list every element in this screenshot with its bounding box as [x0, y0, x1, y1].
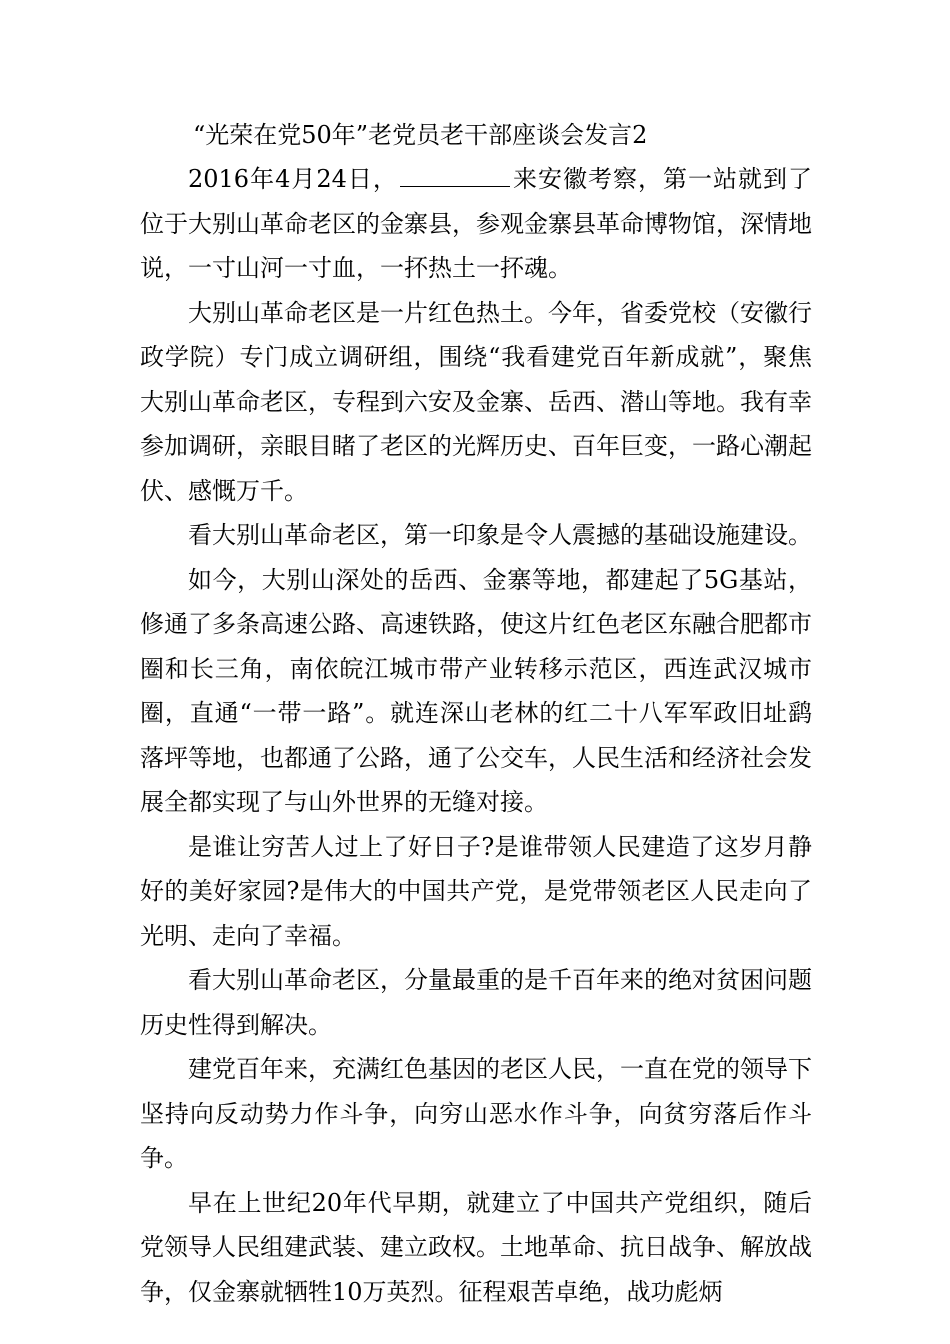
paragraph-8: 早在上世纪20年代早期，就建立了中国共产党组织，随后党领导人民组建武装、建立政权。土地革命、抗日战争、解放战争，仅金寨就牺牲10万英烈。征程艰苦卓绝，战功彪炳 — [140, 1188, 812, 1306]
document-title: “光荣在党50年”老党员老干部座谈会发言2 — [193, 121, 648, 149]
paragraph-2: 大别山革命老区是一片红色热土。今年，省委党校（安徽行政学院）专门成立调研组，围绕“我看建党百年新成就”，聚焦大别山革命老区，专程到六安及金寨、岳西、潜山等地。我有幸参加调研，亲眼目睹了老区的光辉历史、百年巨变，一路心潮起伏、感慨万千。 — [140, 298, 812, 505]
fill-in-blank — [400, 164, 510, 187]
paragraph-7: 建党百年来，充满红色基因的老区人民，一直在党的领导下坚持向反动势力作斗争，向穷山恶水作斗争，向贫穷落后作斗争。 — [140, 1055, 812, 1172]
paragraph-1-start: 2016年4月24日， — [188, 165, 398, 193]
document-body — [140, 157, 812, 1314]
paragraph-4: 如今，大别山深处的岳西、金寨等地，都建起了5G基站，修通了多条高速公路、高速铁路，使这片红色老区东融合肥都市圈和长三角，南依皖江城市带产业转移示范区，西连武汉城市圈，直通“一带一路”。就连深山老林的红二十八军军政旧址鹞落坪等地，也都通了公路，通了公交车，人民生活和经济社会发展全都实现了与山外世界的无缝对接。 — [140, 565, 812, 816]
paragraph-5: 是谁让穷苦人过上了好日子?是谁带领人民建造了这岁月静好的美好家园?是伟大的中国共产党，是党带领老区人民走向了光明、走向了幸福。 — [140, 832, 812, 950]
paragraph-6: 看大别山革命老区，分量最重的是千百年来的绝对贫困问题历史性得到解决。 — [140, 966, 812, 1039]
paragraph-1 — [140, 157, 812, 291]
paragraph-1-rest: 来安徽考察，第一站就到了位于大别山革命老区的金寨县，参观金寨县革命博物馆，深情地说，一寸山河一寸血，一抔热土一抔魂。 — [140, 165, 813, 282]
paragraph-3: 看大别山革命老区，第一印象是令人震撼的基础设施建设。 — [188, 521, 812, 549]
